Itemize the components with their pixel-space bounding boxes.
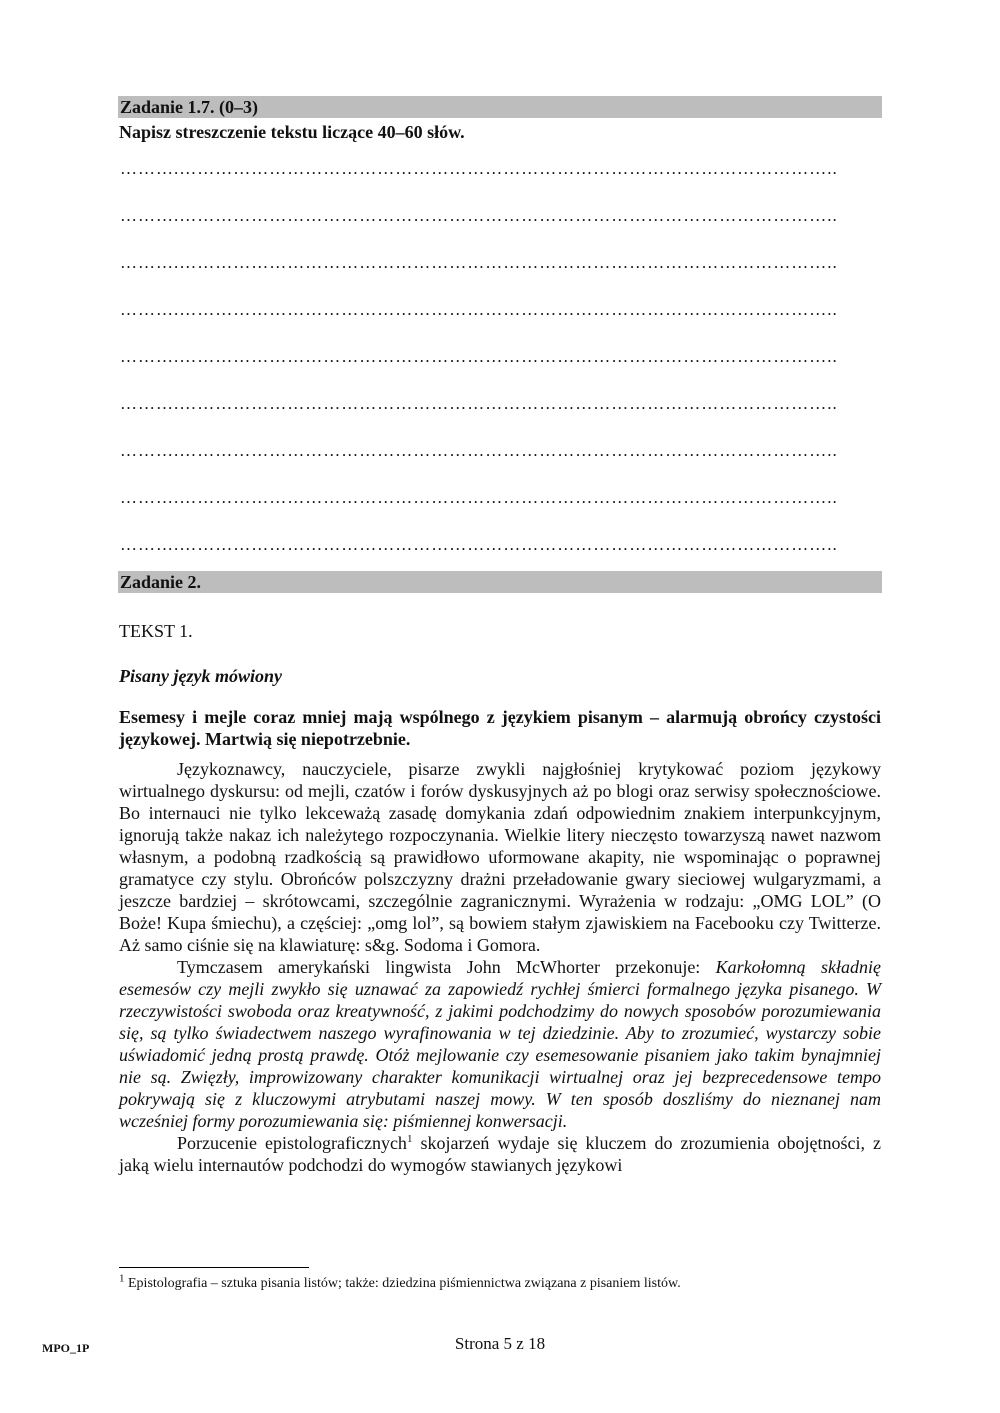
exam-code: MPO_1P (42, 1341, 90, 1355)
paragraph-3-start: Porzucenie epistolograficznych (177, 1133, 407, 1153)
footnote-reference: 1 (406, 1133, 413, 1145)
article-lead: Esemesy i mejle coraz mniej mają wspólnego z językiem pisanym – alarmują obrońcy czystości językowej. Martwią się niepotrzebnie. (119, 707, 881, 749)
article-paragraph-1: Językoznawcy, nauczyciele, pisarze zwykli najgłośniej krytykować poziom językowy wirtualnego dyskursu: od mejli, czatów i forów dyskusyjnych aż po blogi oraz serwisy społecznościowe. Bo internauci nie tylko lekceważą zasadę domykania zdań odpowiednim znakiem interpunkcyjnym, ignorują także nakaz ich należytego rozpoczynania. Wielkie litery nieczęsto towarzyszą nawet nazwom własnym, a podobną rzadkością są prawidłowo uformowane akapity, nie wspominając o poprawnej gramatyce czy stylu. Obrońców polszczyzny drażni przeładowanie gwary sieciowej wulgaryzmami, a jeszcze bardziej – skrótowcami, szczególnie zagranicznymi. Wyrażenia w rodzaju: „OMG LOL” (O Boże! Kupa śmiechu), a częściej: „omg lol”, są bowiem stałym zjawiskiem na Facebooku czy Twitterze. Aż samo ciśnie się na klawiaturę: s&g. Sodoma i Gomora. (119, 759, 881, 955)
task-1-7-instruction: Napisz streszczenie tekstu liczące 40–60 słów. (119, 122, 465, 142)
answer-line[interactable]: ……….……………………………………………………………………………………………….. (120, 441, 838, 460)
answer-line[interactable]: ……….……………………………………………………………………………………………….. (120, 394, 838, 413)
answer-line[interactable]: ……….……………………………………………………………………………………………….. (120, 206, 838, 225)
answer-line[interactable]: ……….……………………………………………………………………………………………….. (120, 300, 838, 319)
footnote-mark: 1 (119, 1272, 125, 1285)
text-label: TEKST 1. (119, 621, 193, 641)
answer-line[interactable]: ……….……………………………………………………………………………………………….. (120, 488, 838, 507)
article-body (119, 706, 881, 1176)
article-paragraph-3 (119, 1132, 881, 1176)
paragraph-3-rest: skojarzeń wydaje się kluczem do zrozumienia obojętności, z jaką wielu internautów podchodzi do wymogów stawianych językowi (119, 1133, 882, 1175)
page-number: Strona 5 z 18 (454, 1334, 546, 1353)
answer-line[interactable]: ……….……………………………………………………………………………………………….. (120, 253, 838, 272)
footnote (119, 1272, 681, 1293)
answer-line[interactable]: ……….……………………………………………………………………………………………….. (120, 347, 838, 366)
article-title: Pisany język mówiony (119, 666, 282, 686)
footnote-text: Epistolografia – sztuka pisania listów; także: dziedzina piśmiennictwa związana z pisaniem listów. (124, 1276, 681, 1291)
task-2-header: Zadanie 2. (118, 571, 882, 593)
mcwhorter-quote: Karkołomną składnię esemesów czy mejli zwykło się uznawać za zapowiedź rychłej śmierci formalnego języka pisanego. W rzeczywistości swoboda oraz kreatywność, z jakimi podchodzimy do nowych sposobów porozumiewania się, są tylko świadectwem naszego wyrafinowania w tej dziedzinie. Aby to zrozumieć, wystarczy sobie uświadomić jedną prostą prawdę. Otóż mejlowanie czy esemesowanie pisaniem jako takim bynajmniej nie są. Zwięzły, improwizowany charakter komunikacji wirtualnej oraz jej bezprecedensowe tempo pokrywają się z kluczowymi atrybutami naszej mowy. W ten sposób doszliśmy do nieznanej nam wcześniej formy porozumiewania się: piśmiennej konwersacji. (119, 957, 881, 1131)
footnote-divider (119, 1267, 309, 1268)
paragraph-2-intro: Tymczasem amerykański lingwista John McWhorter przekonuje: (177, 957, 716, 977)
answer-line[interactable]: ……….……………………………………………………………………………………………….. (120, 159, 838, 178)
answer-line[interactable]: ……….……………………………………………………………………………………………….. (120, 535, 838, 554)
task-1-7-header: Zadanie 1.7. (0–3) (118, 96, 882, 118)
article-paragraph-2 (119, 956, 881, 1132)
